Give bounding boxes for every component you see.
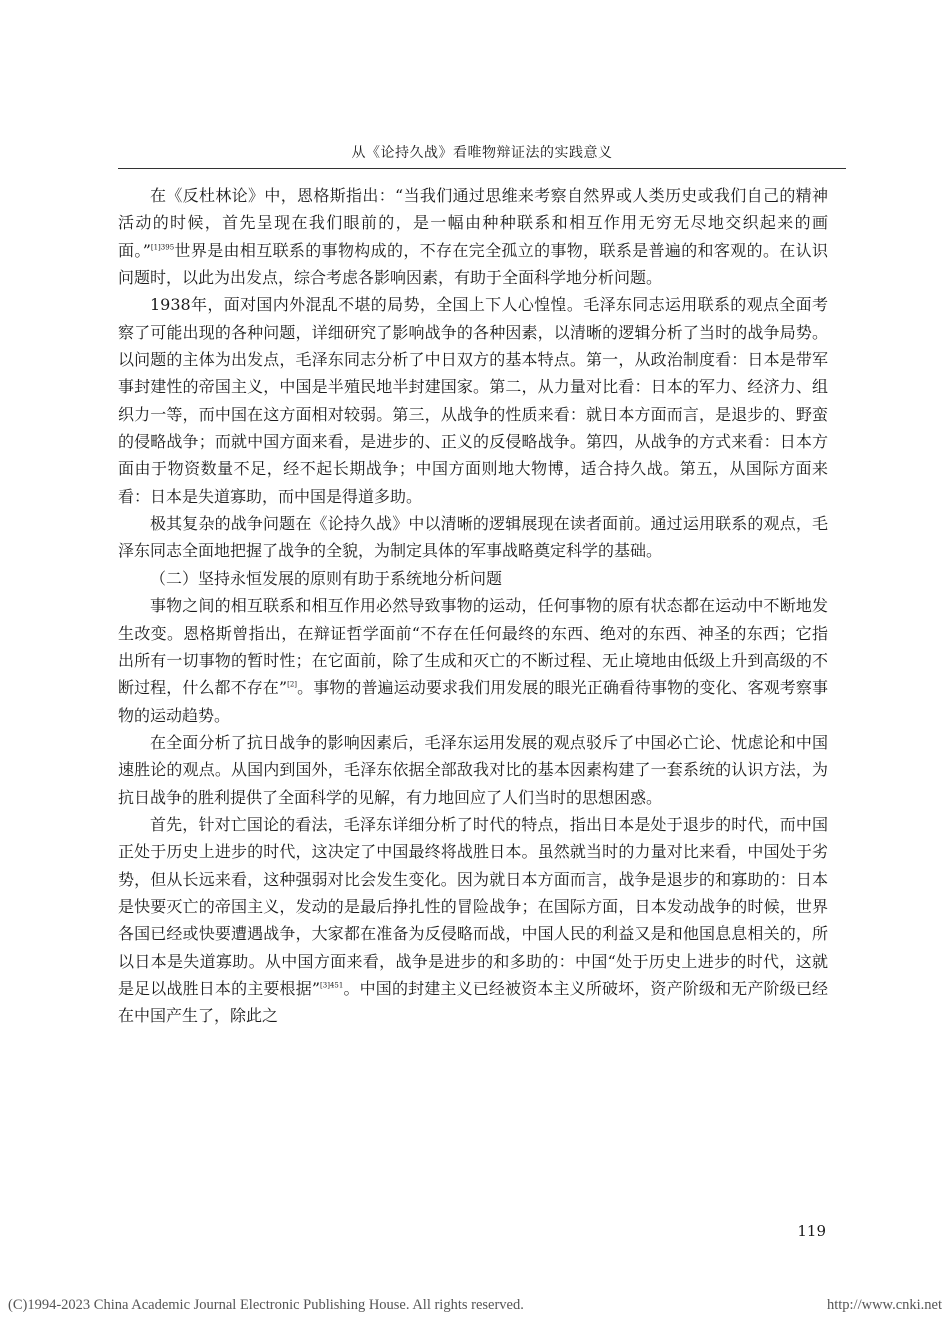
paragraph-3: 极其复杂的战争问题在《论持久战》中以清晰的逻辑展现在读者面前。通过运用联系的观点，毛泽东同志全面地把握了战争的全貌，为制定具体的军事战略奠定科学的基础。: [118, 514, 828, 561]
citation-ref: [2]: [287, 680, 298, 689]
copyright-notice: (C)1994-2023 China Academic Journal Electronic Publishing House. All rights reserved.: [8, 1297, 524, 1313]
paragraph-2: 1938年，面对国内外混乱不堪的局势，全国上下人心惶惶。毛泽东同志运用联系的观点全面考察了可能出现的各种问题，详细研究了影响战争的各种因素，以清晰的逻辑分析了当时的战争局势。以问题的主体为出发点，毛泽东同志分析了中日双方的基本特点。第一，从政治制度看：日本是带军事封建性的帝国主义，中国是半殖民地半封建国家。第二，从力量对比看：日本的军力、经济力、组织力一等，而中国在这方面相对较弱。第三，从战争的性质来看：就日本方面而言，是退步的、野蛮的侵略战争；而就中国方面来看，是进步的、正义的反侵略战争。第四，从战争的方式来看：日本方面由于物资数量不足，经不起长期战争；中国方面则地大物博，适合持久战。第五，从国际方面来看：日本是失道寡助，而中国是得道多助。: [118, 295, 828, 506]
paragraph-text: 。事物的普遍运动要求我们用发展的眼光正确看待事物的变化、客观考察事物的运动趋势。: [118, 678, 828, 725]
running-title: 从《论持久战》看唯物辩证法的实践意义: [351, 145, 613, 161]
section-heading: （二）坚持永恒发展的原则有助于系统地分析问题: [150, 568, 503, 588]
citation-ref: [1]395: [150, 243, 175, 252]
article-body: [118, 182, 828, 1030]
paragraph-6: [118, 811, 828, 1030]
paragraph-text: 首先，针对亡国论的看法，毛泽东详细分析了时代的特点，指出日本是处于退步的时代，而中国正处于历史上进步的时代，这决定了中国最终将战胜日本。虽然就当时的力量对比来看，中国处于劣势，但从长远来看，这种强弱对比会发生变化。因为就日本方面而言，战争是退步的和寡助的：日本是快要灭亡的帝国主义，发动的是最后挣扎性的冒险战争；在国际方面，日本发动战争的时候，世界各国已经或快要遭遇战争，大家都在准备为反侵略而战，中国人民的利益又是和他国息息相关的，所以日本是失道寡助。从中国方面来看，战争是进步的和多助的：中国“处于历史上进步的时代，这就是足以战胜日本的主要根据”: [118, 814, 828, 998]
paragraph-1: [118, 182, 828, 291]
paragraph-text: 在《反杜林论》中，恩格斯指出：“当我们通过思维来考察自然界或人类历史或我们自己的精神活动的时候，首先呈现在我们眼前的，是一幅由种种联系和相互作用无穷无尽地交织起来的画面。”: [118, 186, 828, 260]
paragraph-4: [118, 592, 828, 729]
footer-url[interactable]: http://www.cnki.net: [826, 1297, 942, 1313]
running-header: [118, 142, 846, 169]
footer: [8, 1297, 942, 1314]
paragraph-text: 。中国的封建主义已经被资本主义所破坏，资产阶级和无产阶级已经在中国产生了，除此之: [118, 978, 828, 1026]
paragraph-text: 事物之间的相互联系和相互作用必然导致事物的运动，任何事物的原有状态都在运动中不断地发生改变。恩格斯曾指出，在辩证哲学面前“不存在任何最终的东西、绝对的东西、神圣的东西；它指出所有一切事物的暂时性；在它面前，除了生成和灭亡的不断过程、无止境地由低级上升到高级的不断过程，什么都不存在”: [118, 596, 828, 698]
paragraph-5: 在全面分析了抗日战争的影响因素后，毛泽东运用发展的观点驳斥了中国必亡论、忧虑论和中国速胜论的观点。从国内到国外，毛泽东依据全部敌我对比的基本因素构建了一套系统的认识方法，为抗日战争的胜利提供了全面科学的见解，有力地回应了人们当时的思想困惑。: [118, 732, 828, 807]
page-number: 119: [797, 1222, 826, 1240]
citation-ref: [3]451: [320, 981, 344, 990]
paragraph-text: 世界是由相互联系的事物构成的，不存在完全孤立的事物，联系是普遍的和客观的。在认识问题时，以此为出发点，综合考虑各影响因素，有助于全面科学地分析问题。: [118, 240, 828, 288]
